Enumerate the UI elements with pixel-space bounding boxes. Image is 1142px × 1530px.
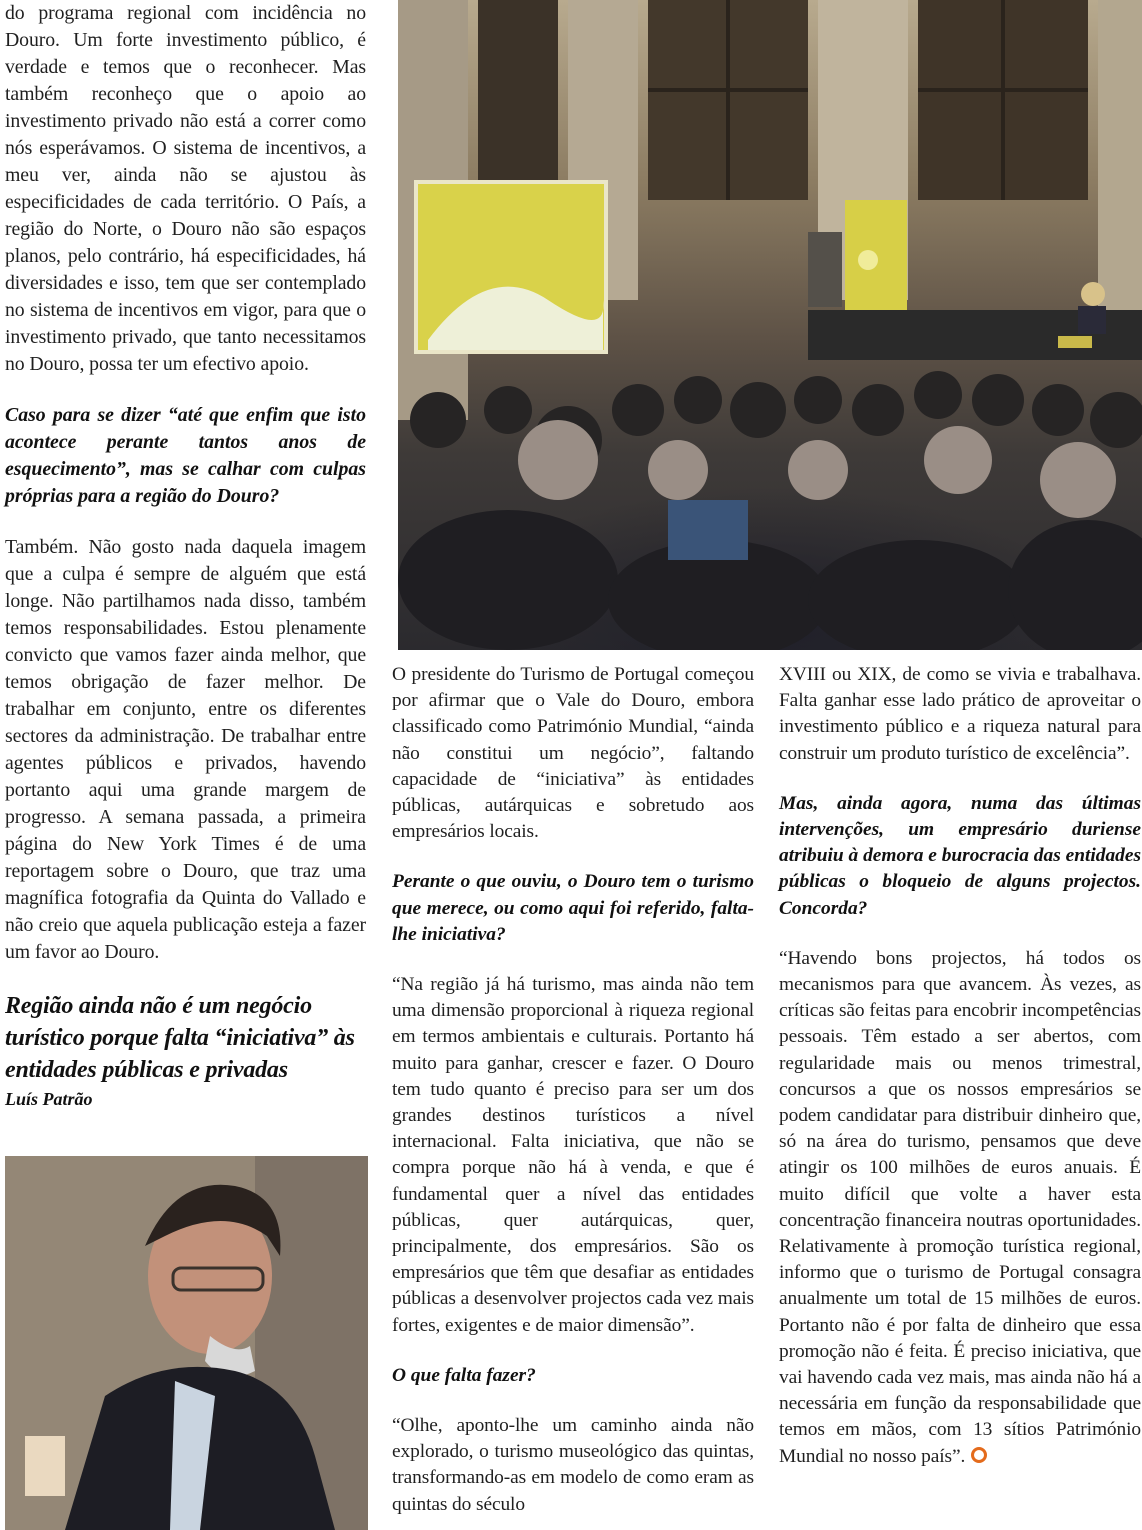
article-headline: Região ainda não é um negócio turístico porque falta “iniciativa” às entidades públicas e privadas — [5, 993, 355, 1083]
interview-question: O que falta fazer? — [392, 1364, 536, 1386]
final-answer-text: “Havendo bons projectos, há todos os mecanismos para que avancem. Às vezes, as críticas são feitas para encobrir incompetências pessoais. Têm estado a ser abertos, com regularidade mais ou menos trimestral, concursos a que os nossos empresários se podem candidatar para distribuir dinheiro que, só na área do turismo, pensamos que deve atingir os 100 milhões de euros anuais. É muito difícil que volte a haver esta concentração financeira noutras oportunidades. Relativamente à promoção turística regional, informo que o turismo de Portugal consagra anualmente um total de 15 milhões de euros. Portanto não é por falta de dinheiro que essa promoção não é feita. É preciso iniciativa, que vai havendo cada vez mais, mas ainda não há a necessária em função da responsabilidade que temos em mãos, com 13 sítios Património Mundial no nosso país”. — [779, 947, 1141, 1467]
right-column — [779, 662, 1141, 1470]
interview-question: Perante o que ouviu, o Douro tem o turismo que merece, ou como aqui foi referido, falta-lhe iniciativa? — [392, 871, 754, 945]
conference-photo-illustration — [398, 0, 1142, 650]
answer-paragraph — [779, 946, 1141, 1470]
answer-paragraph: “Na região já há turismo, mas ainda não tem uma dimensão proporcional à riqueza regional em termos ambientais e culturais. Portanto há muito para ganhar, crescer e fazer. O Douro tem tudo quanto é preciso para ser um dos grandes destinos turísticos a nível internacional. Falta iniciativa, que não se compra porque não há à venda, e que é fundamental quer a nível das entidades públicas, quer autárquicas, quer, principalmente, dos empresários. São os empresários que têm que desafiar as entidades públicas a desenvolver projectos cada vez mais fortes, exigentes e de maior dimensão”. — [392, 974, 754, 1336]
continued-paragraph: XVIII ou XIX, de como se vivia e trabalhava. Falta ganhar esse lado prático de aproveitar o investimento público e a riqueza natural para construir um produto turístico de excelência”. — [779, 664, 1141, 764]
left-column — [5, 0, 366, 1110]
lead-paragraph: O presidente do Turismo de Portugal começou por afirmar que o Vale do Douro, embora classificado como Património Mundial, “ainda não constitui um negócio”, faltando capacidade de “iniciativa” às entidades públicas, autárquicas e sobretudo aos empresários locais. — [392, 664, 754, 843]
conference-photo — [398, 0, 1142, 650]
interview-question: Mas, ainda agora, numa das últimas intervenções, um empresário duriense atribuiu à demora e burocracia das entidades públicas o bloqueio de alguns projectos. Concorda? — [779, 792, 1141, 919]
article-byline: Luís Patrão — [5, 1089, 93, 1109]
intro-paragraph: do programa regional com incidência no Douro. Um forte investimento público, é verdade e temos que o reconhecer. Mas também reconheço que o apoio ao investimento privado não está a correr como nós esperávamos. O sistema de incentivos, a meu ver, ainda não se ajustou às especificidades de cada território. O País, a região do Norte, o Douro não são espaços planos, pelo contrário, há especificidades, há diversidades e isso, tem que ser contemplado no sistema de incentivos em vigor, para que o investimento privado, que tanto necessitamos no Douro, possa ter um efectivo apoio. — [5, 2, 366, 375]
answer-paragraph: “Olhe, apontо-lhe um caminho ainda não explorado, o turismo museológico das quintas, transformando-as em modelo de como eram as quintas do século — [392, 1415, 754, 1515]
portrait-photo — [5, 1156, 368, 1530]
middle-column — [392, 662, 754, 1518]
interview-question: Caso para se dizer “até que enfim que isto acontece perante tantos anos de esquecimento”, mas se calhar com culpas próprias para a região do Douro? — [5, 404, 366, 507]
portrait-illustration — [5, 1156, 368, 1530]
answer-paragraph: Também. Não gosto nada daquela imagem que a culpa é sempre de alguém que está longe. Não partilhamos nada disso, também temos responsabilidades. Estou plenamente convicto que vamos fazer ainda melhor, que temos obrigação de fazer melhor. De trabalhar em conjunto, entre os diferentes sectores da administração. De trabalhar entre agentes públicos e privados, havendo portanto aqui uma grande margem de progresso. A semana passada, a primeira página do New York Times é de uma reportagem sobre o Douro, que traz uma magnífica fotografia da Quinta do Vallado e não creio que aquela publicação esteja a fazer um favor ao Douro. — [5, 536, 366, 963]
end-of-article-icon — [971, 1447, 987, 1463]
